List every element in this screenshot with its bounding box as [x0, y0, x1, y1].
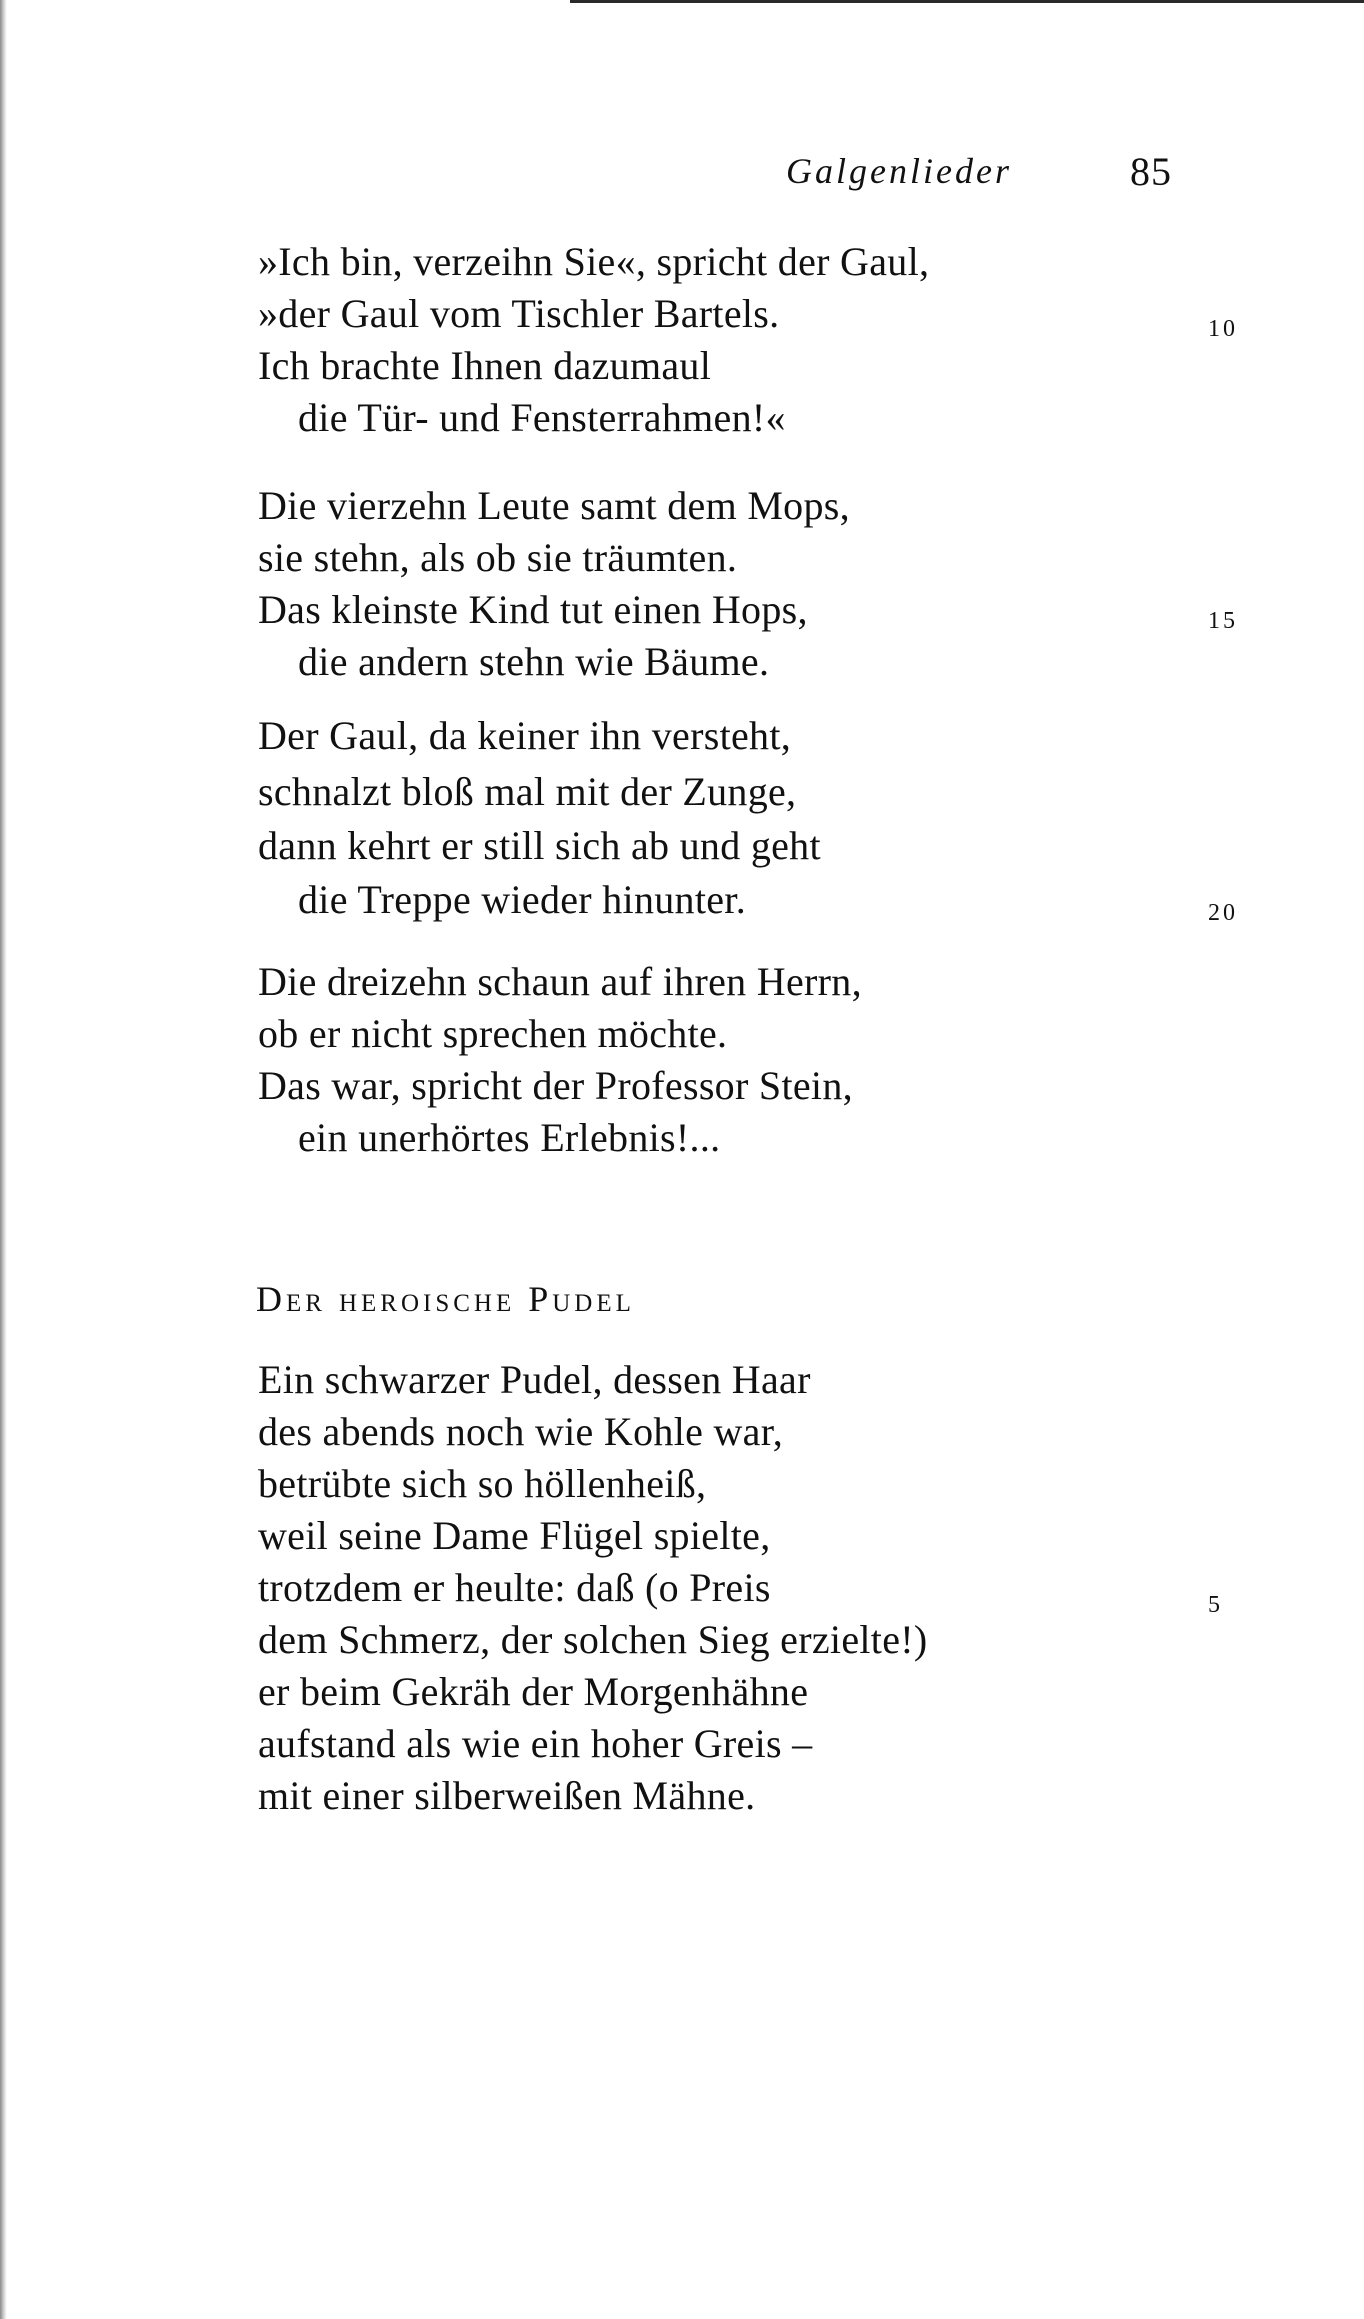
page-top-rule — [570, 0, 1364, 3]
poem-line: sie stehn, als ob sie träumten. — [258, 535, 738, 580]
poem-line: Der Gaul, da keiner ihn versteht, — [258, 713, 792, 758]
page-number: 85 — [1130, 149, 1172, 194]
poem-line: dann kehrt er still sich ab und geht — [258, 823, 821, 868]
line-number: 15 — [1208, 608, 1238, 634]
poem-line: mit einer silberweißen Mähne. — [258, 1773, 756, 1818]
poem-line: trotzdem er heulte: daß (o Preis — [258, 1565, 771, 1610]
line-number: 10 — [1208, 316, 1238, 342]
poem-line: des abends noch wie Kohle war, — [258, 1409, 784, 1454]
poem-line: »Ich bin, verzeihn Sie«, spricht der Gaul, — [258, 239, 930, 284]
poem-line: die Treppe wieder hinunter. — [298, 877, 747, 922]
poem-line: betrübte sich so höllenheiß, — [258, 1461, 707, 1506]
poem-line: weil seine Dame Flügel spielte, — [258, 1513, 771, 1558]
poem-line: dem Schmerz, der solchen Sieg erzielte!) — [258, 1617, 928, 1662]
poem-line: Das war, spricht der Professor Stein, — [258, 1063, 853, 1108]
line-number: 5 — [1208, 1592, 1223, 1618]
page-edge-shadow — [0, 0, 7, 2319]
line-number: 20 — [1208, 900, 1238, 926]
poem-line: Ich brachte Ihnen dazumaul — [258, 343, 712, 388]
poem-line: er beim Gekräh der Morgenhähne — [258, 1669, 809, 1714]
poem-line: schnalzt bloß mal mit der Zunge, — [258, 769, 797, 814]
running-title: Galgenlieder — [786, 151, 1012, 191]
poem-line: Die vierzehn Leute samt dem Mops, — [258, 483, 850, 528]
poem-line: Das kleinste Kind tut einen Hops, — [258, 587, 808, 632]
poem-line: ob er nicht sprechen möchte. — [258, 1011, 728, 1056]
poem-line: »der Gaul vom Tischler Bartels. — [258, 291, 780, 336]
poem-line: Die dreizehn schaun auf ihren Herrn, — [258, 959, 862, 1004]
poem-line: aufstand als wie ein hoher Greis – — [258, 1721, 813, 1766]
poem-title: Der heroische Pudel — [256, 1279, 635, 1319]
poem-line: die Tür- und Fensterrahmen!« — [298, 395, 786, 440]
poem-line: Ein schwarzer Pudel, dessen Haar — [258, 1357, 811, 1402]
poem-line: ein unerhörtes Erlebnis!... — [298, 1115, 721, 1160]
poem-line: die andern stehn wie Bäume. — [298, 639, 770, 684]
